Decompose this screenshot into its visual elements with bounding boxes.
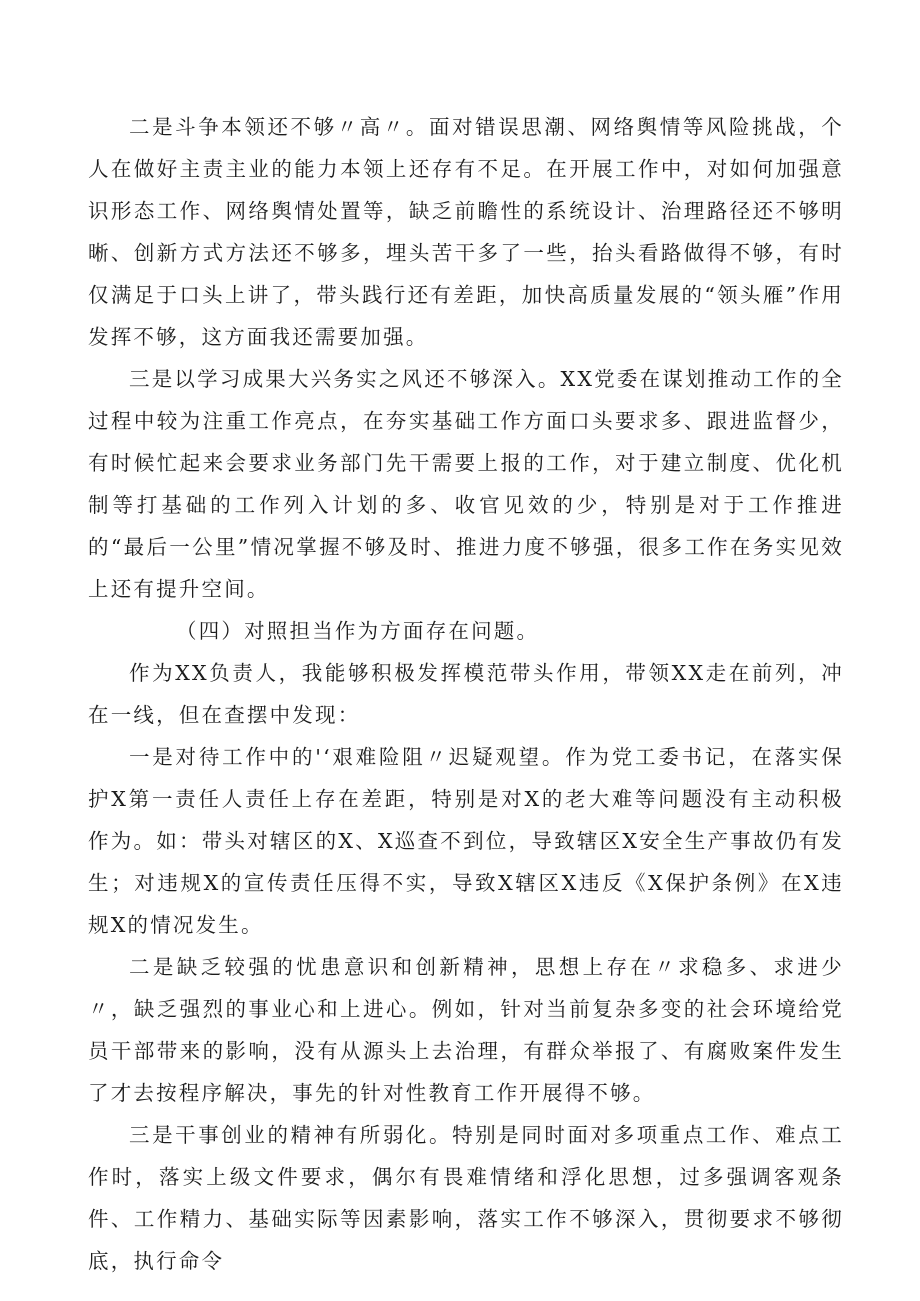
paragraph-hesitation: 一是对待工作中的'‘艰难险阻〃迟疑观望。作为党工委书记，在落实保护X第一责任人责任上存在差距，特别是对X的老大难等问题没有主动积极作为。如：带头对辖区的X、X巡查不到位，导致辖区X安全生产事故仍有发生；对违规X的宣传责任压得不实，导致X辖区X违反《X保护条例》在X违规X的情况发生。 [88,745,844,937]
paragraph-entrepreneurial-spirit: 三是干事创业的精神有所弱化。特别是同时面对多项重点工作、难点工作时，落实上级文件要求，偶尔有畏难情绪和浮化思想，过多强调客观条件、工作精力、基础实际等因素影响，落实工作不够深入，贯彻要求不够彻底，执行命令 [88,1123,844,1273]
document-body [88,106,844,1282]
paragraph-struggle-ability: 二是斗争本领还不够〃高〃。面对错误思潮、网络舆情等风险挑战，个人在做好主责主业的能力本领上还存有不足。在开展工作中，对如何加强意识形态工作、网络舆情处置等，缺乏前瞻性的系统设计、治理路径还不够明晰、创新方式方法还不够多，埋头苦干多了一些，抬头看路做得不够，有时仅满足于口头上讲了，带头践行还有差距，加快高质量发展的“领头雁”作用发挥不够，这方面我还需要加强。 [88,115,844,349]
paragraph-practical-style: 三是以学习成果大兴务实之风还不够深入。XX党委在谋划推动工作的全过程中较为注重工作亮点，在夯实基础工作方面口头要求多、跟进监督少，有时候忙起来会要求业务部门先干需要上报的工作，对于建立制度、优化机制等打基础的工作列入计划的多、收官见效的少，特别是对于工作推进的“最后一公里”情况掌握不够及时、推进力度不够强，很多工作在务实见效上还有提升空间。 [88,367,844,601]
paragraph-innovation: 二是缺乏较强的忧患意识和创新精神，思想上存在〃求稳多、求进少〃，缺乏强烈的事业心和上进心。例如，针对当前复杂多变的社会环境给党员干部带来的影响，没有从源头上去治理，有群众举报了、有腐败案件发生了才去按程序解决，事先的针对性教育工作开展得不够。 [88,955,844,1105]
section-heading-responsibility: （四）对照担当作为方面存在问题。 [176,619,540,643]
paragraph-role-intro: 作为XX负责人，我能够积极发挥模范带头作用，带领XX走在前列，冲在一线，但在查摆中发现： [88,661,844,727]
